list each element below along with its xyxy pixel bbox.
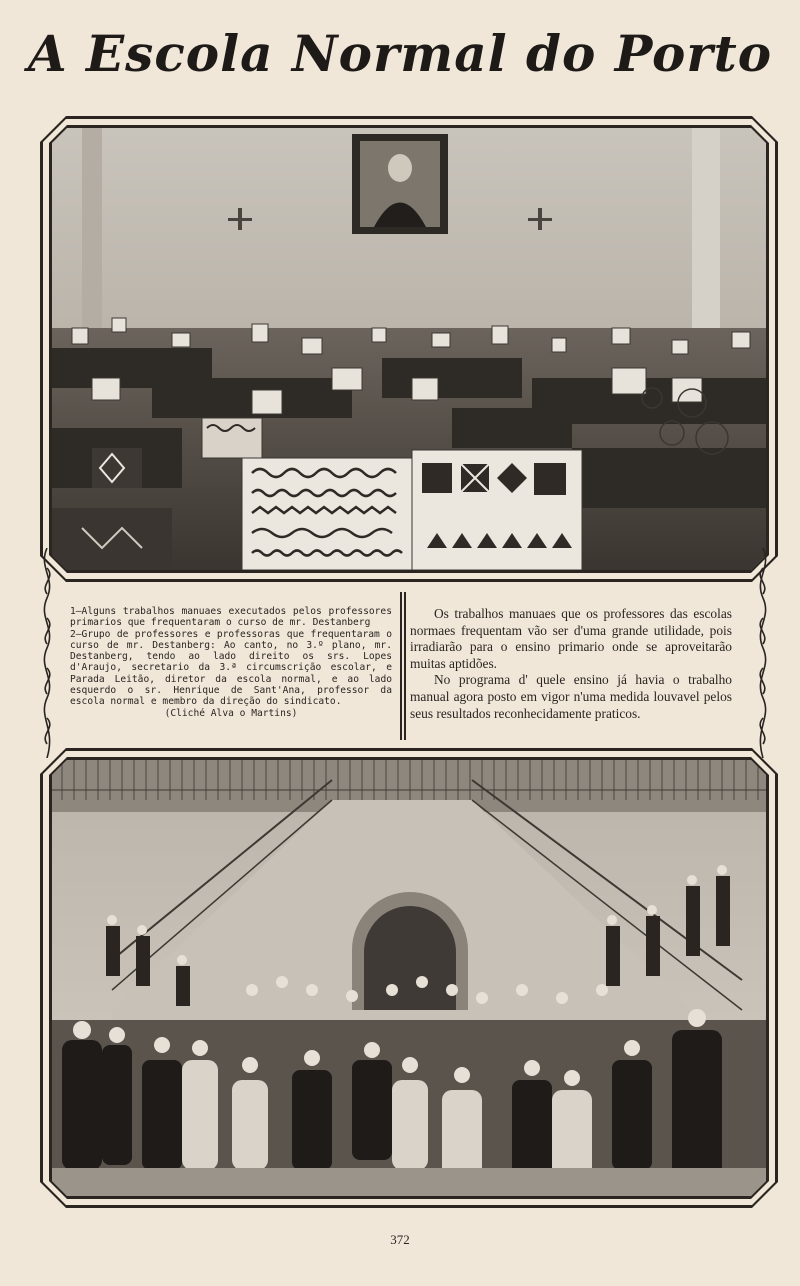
- photo-credit: (Cliché Alva o Martins): [164, 707, 298, 719]
- article-text: [410, 606, 732, 722]
- top-photo-frame: [40, 116, 778, 582]
- bottom-photo-frame: [40, 748, 778, 1208]
- left-ornament: [36, 548, 58, 758]
- manual-works-photo: [52, 128, 766, 570]
- article-paragraph-2: No programa d' quele ensino já havia o trabalho manual agora posto em vigor n'uma medida louvavel pelos seus resultados reconhecidamente praticos.: [410, 672, 732, 721]
- column-divider: [400, 592, 406, 740]
- teachers-group-photo: [52, 760, 766, 1196]
- caption-item-2: 2—Grupo de professores e professoras que frequentaram o curso de mr. Destanberg: Ao canto, no 3.º plano, mr. Destanberg, tendo ao lado direito os srs. Lopes d'Araujo, secretario da 3.ª circumscrição escolar, e Parada Leitão, diretor da escola normal, e ao lado esquerdo o sr. Henrique de Sant'Ana, professor da escola normal e membro da direção do sindicato.: [70, 628, 392, 708]
- article-paragraph-1: Os trabalhos manuaes que os professores das escolas normaes frequentam vão ser d'uma grande utilidade, pois irradiarão para o ensino primario onde se aproveitarão muitas aptidões.: [410, 606, 732, 671]
- page-title: A Escola Normal do Porto: [27, 24, 773, 83]
- photo-caption: [70, 606, 392, 719]
- page-number: 372: [390, 1232, 410, 1247]
- caption-item-1: 1—Alguns trabalhos manuaes executados pelos professores primarios que frequentaram o curso de mr. Destanberg: [70, 606, 392, 629]
- caption-area: [66, 592, 756, 740]
